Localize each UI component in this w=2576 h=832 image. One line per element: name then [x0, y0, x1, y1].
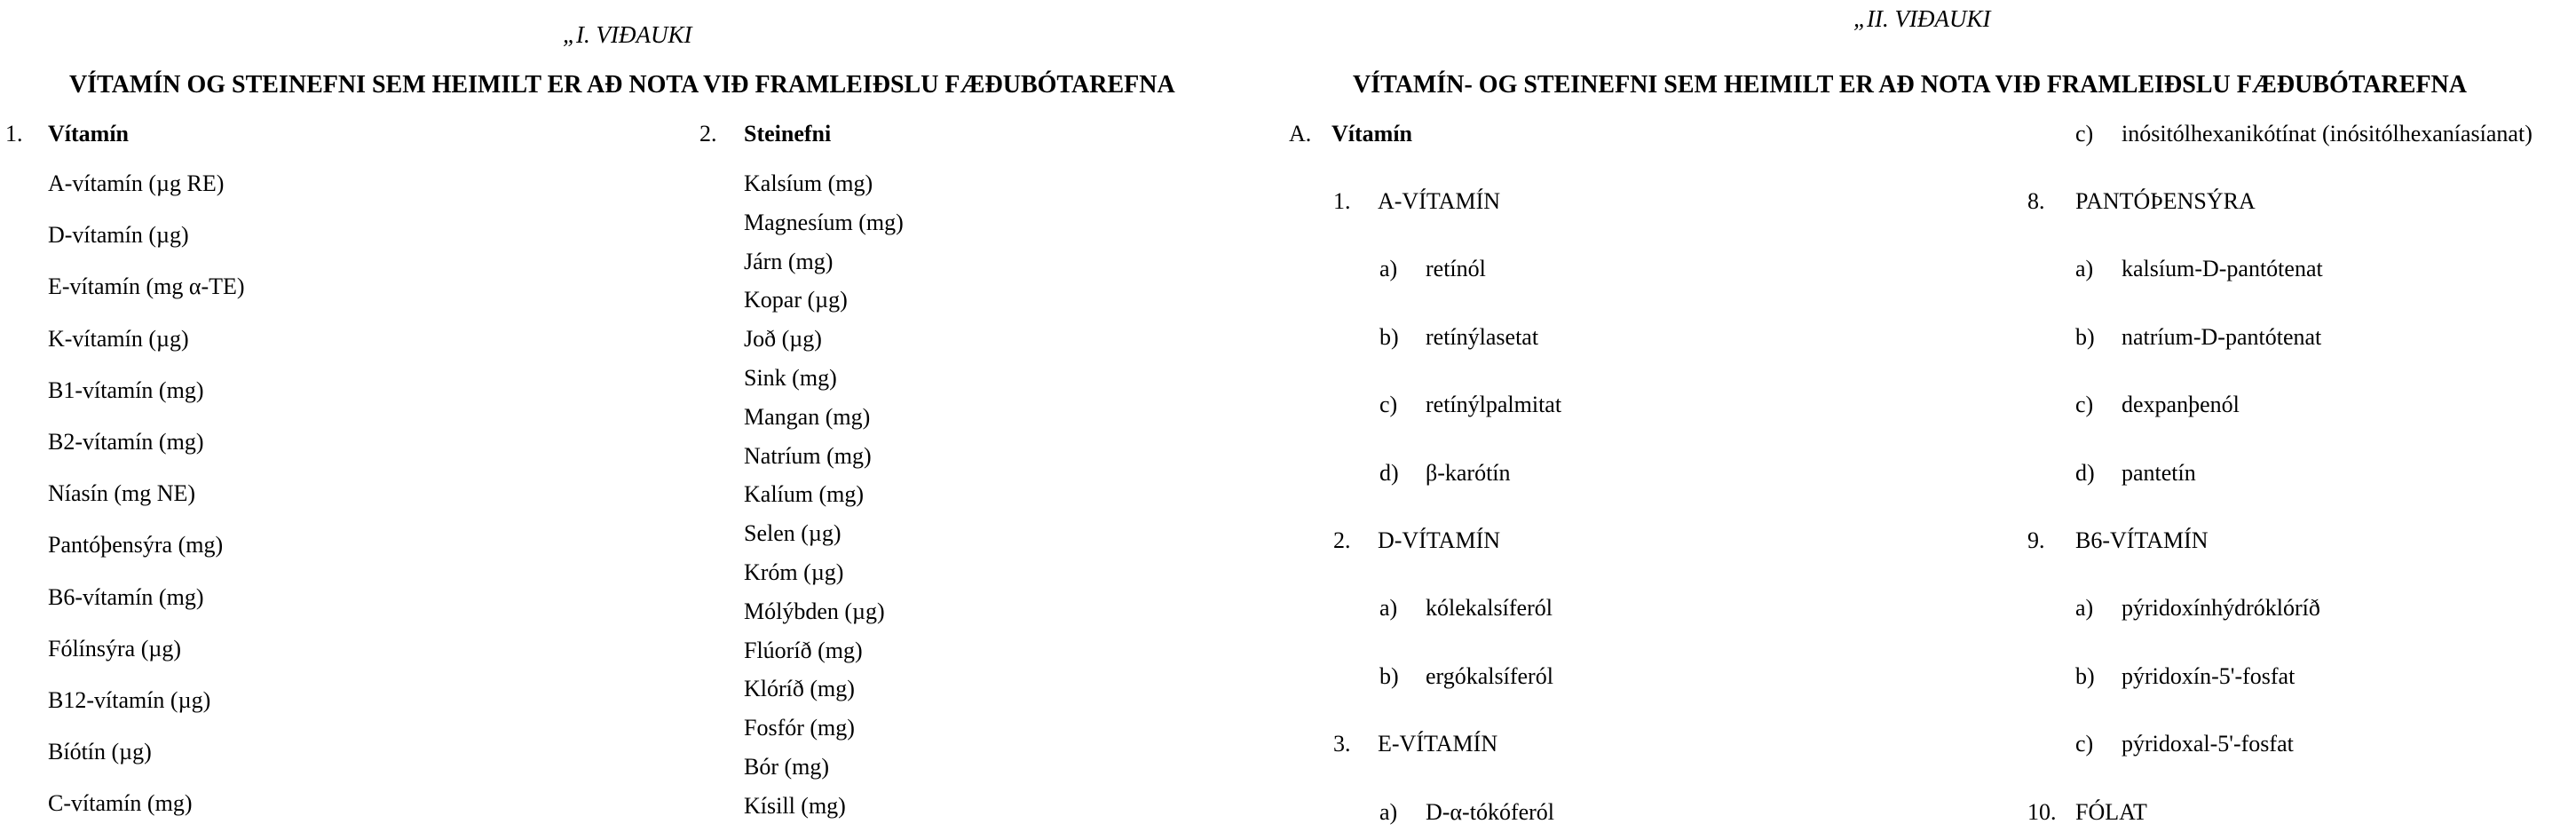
group-item-text: dexpanþenól [2122, 392, 2240, 418]
annex2-section-heading: Vítamín [1331, 121, 1412, 147]
group-number: 10. [2027, 798, 2057, 825]
mineral-item: Kopar (µg) [744, 287, 848, 313]
mineral-item: Kalíum (mg) [744, 481, 865, 508]
annex2-title: VÍTAMÍN- OG STEINEFNI SEM HEIMILT ER AÐ NOTA VIÐ FRAMLEIÐSLU FÆÐUBÓTAREFNA [1353, 71, 2467, 99]
vitamin-item: B2-vítamín (mg) [48, 429, 204, 455]
mineral-item: Sink (mg) [744, 365, 837, 391]
mineral-item: Magnesíum (mg) [744, 209, 904, 235]
group-number: 9. [2027, 527, 2045, 553]
vitamin-item: Fólínsýra (µg) [48, 635, 182, 662]
vitamin-item: B1-vítamín (mg) [48, 376, 204, 403]
group-item-text: retínýlpalmitat [1426, 392, 1562, 418]
group-number: 2. [1333, 527, 1351, 553]
group-number: 1. [1333, 188, 1351, 214]
vitamin-item: A-vítamín (µg RE) [48, 170, 225, 196]
annex1-label: „I. VIÐAUKI [563, 21, 692, 48]
mineral-item: Selen (µg) [744, 520, 842, 547]
group-item-letter: c) [2075, 731, 2094, 757]
annex2-right-top-letter: c) [2075, 121, 2094, 147]
group-item-text: pýridoxal-5'-fosfat [2122, 731, 2294, 757]
mineral-item: Kalsíum (mg) [744, 170, 873, 196]
vitamin-item: E-vítamín (mg α-TE) [48, 273, 245, 300]
mineral-item: Klóríð (mg) [744, 676, 855, 702]
group-item-letter: d) [1379, 459, 1399, 486]
group-item-text: D-α-tókóferól [1426, 798, 1555, 825]
annex2-right-top-text: inósitólhexanikótínat (inósitólhexaníasíanat) [2122, 121, 2533, 147]
group-item-letter: b) [2075, 323, 2095, 350]
vitamin-item: Pantóþensýra (mg) [48, 532, 224, 559]
group-name: E-VÍTAMÍN [1378, 731, 1498, 757]
annex2-label: „II. VIÐAUKI [1853, 5, 1991, 32]
group-item-letter: b) [2075, 662, 2095, 689]
group-number: 8. [2027, 188, 2045, 214]
group-item-text: ergókalsíferól [1426, 662, 1553, 689]
group-item-text: pýridoxínhýdróklóríð [2122, 595, 2320, 622]
group-item-letter: a) [2075, 256, 2094, 282]
mineral-item: Mangan (mg) [744, 403, 871, 430]
group-item-letter: d) [2075, 459, 2095, 486]
group-name: D-VÍTAMÍN [1378, 527, 1500, 553]
mineral-item: Kísill (mg) [744, 792, 846, 819]
group-item-letter: a) [2075, 595, 2094, 622]
group-item-letter: b) [1379, 323, 1399, 350]
vitamin-item: B12-vítamín (µg) [48, 687, 211, 713]
group-item-text: retínól [1426, 256, 1486, 282]
group-item-text: pantetín [2122, 459, 2196, 486]
mineral-item: Joð (µg) [744, 326, 822, 353]
group-item-text: pýridoxín-5'-fosfat [2122, 662, 2295, 689]
mineral-item: Natríum (mg) [744, 442, 872, 469]
annex1-vitamins-heading: Vítamín [48, 121, 129, 147]
vitamin-item: D-vítamín (µg) [48, 222, 189, 249]
mineral-item: Bór (mg) [744, 754, 830, 780]
group-item-text: β-karótín [1426, 459, 1511, 486]
mineral-item: Flúoríð (mg) [744, 637, 863, 663]
annex1-minerals-heading: Steinefni [744, 121, 832, 147]
group-item-letter: c) [2075, 392, 2094, 418]
group-name: B6-VÍTAMÍN [2075, 527, 2209, 553]
group-number: 3. [1333, 731, 1351, 757]
group-item-text: retínýlasetat [1426, 323, 1539, 350]
group-item-letter: a) [1379, 798, 1398, 825]
group-name: PANTÓÞENSÝRA [2075, 188, 2256, 214]
annex1-title: VÍTAMÍN OG STEINEFNI SEM HEIMILT ER AÐ NOTA VIÐ FRAMLEIÐSLU FÆÐUBÓTAREFNA [69, 71, 1175, 99]
group-item-letter: c) [1379, 392, 1398, 418]
vitamin-item: Níasín (mg NE) [48, 480, 196, 507]
group-item-letter: b) [1379, 662, 1399, 689]
annex1-vitamins-number: 1. [5, 121, 23, 147]
annex2-section-letter: A. [1289, 121, 1312, 147]
group-item-letter: a) [1379, 595, 1398, 622]
vitamin-item: Bíótín (µg) [48, 739, 152, 765]
vitamin-item: B6-vítamín (mg) [48, 583, 204, 610]
vitamin-item: C-vítamín (mg) [48, 790, 193, 817]
mineral-item: Fosfór (mg) [744, 715, 855, 741]
group-item-text: natríum-D-pantótenat [2122, 323, 2322, 350]
mineral-item: Króm (µg) [744, 559, 844, 585]
mineral-item: Mólýbden (µg) [744, 598, 885, 624]
annex1-minerals-number: 2. [699, 121, 717, 147]
group-item-text: kólekalsíferól [1426, 595, 1553, 622]
group-item-text: kalsíum-D-pantótenat [2122, 256, 2323, 282]
group-name: A-VÍTAMÍN [1378, 188, 1500, 214]
group-name: FÓLAT [2075, 798, 2147, 825]
vitamin-item: K-vítamín (µg) [48, 325, 189, 352]
group-item-letter: a) [1379, 256, 1398, 282]
mineral-item: Járn (mg) [744, 248, 834, 274]
